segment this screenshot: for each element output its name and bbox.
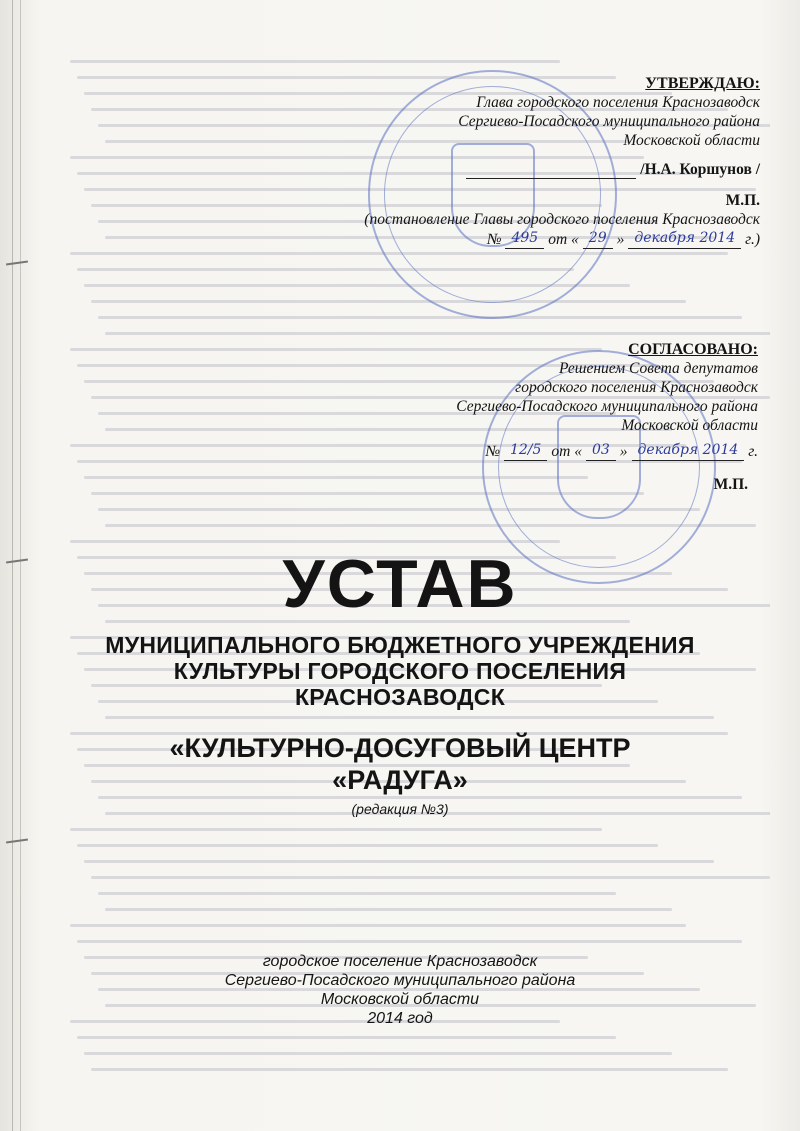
agreement-line: Решением Совета депутатов bbox=[558, 360, 758, 377]
approval-block bbox=[360, 74, 760, 249]
show-through-line bbox=[105, 908, 672, 911]
show-through-line bbox=[70, 924, 686, 927]
approval-line: Глава городского поселения Краснозаводск bbox=[476, 94, 760, 111]
agreement-heading: СОГЛАСОВАНО: bbox=[628, 341, 758, 358]
signature-row bbox=[360, 160, 760, 179]
approval-heading: УТВЕРЖДАЮ: bbox=[645, 75, 760, 92]
decree-reference: (постановление Главы городского поселения Краснозаводск bbox=[364, 211, 760, 228]
show-through-line bbox=[98, 316, 742, 319]
date-prefix: от « bbox=[551, 443, 582, 460]
show-through-line bbox=[70, 828, 602, 831]
number-prefix: № bbox=[486, 231, 502, 248]
decree-number-line bbox=[360, 229, 760, 249]
signatory-name: /Н.А. Коршунов / bbox=[640, 161, 760, 178]
agreement-line: Сергиево-Посадского муниципального района bbox=[456, 398, 758, 415]
decree-day: 29 bbox=[583, 229, 613, 249]
agreement-block bbox=[378, 340, 758, 494]
edition-note: (редакция №3) bbox=[351, 801, 449, 817]
organization-line: КУЛЬТУРЫ ГОРОДСКОГО ПОСЕЛЕНИЯ bbox=[173, 658, 627, 684]
footer-place-date bbox=[0, 952, 800, 1028]
signature-line bbox=[466, 160, 636, 179]
binding-stitch bbox=[6, 260, 28, 265]
organization-line: МУНИЦИПАЛЬНОГО БЮДЖЕТНОГО УЧРЕЖДЕНИЯ bbox=[105, 632, 695, 658]
show-through-line bbox=[91, 1068, 728, 1071]
footer-line: городское поселение Краснозаводск bbox=[262, 953, 538, 970]
footer-line: Сергиево-Посадского муниципального района bbox=[224, 972, 576, 989]
stamp-place: М.П. bbox=[725, 192, 760, 209]
show-through-line bbox=[70, 540, 560, 543]
show-through-line bbox=[77, 940, 742, 943]
show-through-line bbox=[77, 844, 658, 847]
footer-line: 2014 год bbox=[367, 1010, 433, 1027]
approval-line: Сергиево-Посадского муниципального района bbox=[458, 113, 760, 130]
agreement-line: городского поселения Краснозаводск bbox=[515, 379, 758, 396]
show-through-line bbox=[105, 716, 714, 719]
organization-line: КРАСНОЗАВОДСК bbox=[294, 684, 506, 710]
document-title: УСТАВ bbox=[282, 546, 518, 622]
number-prefix: № bbox=[485, 443, 500, 460]
date-mid: » bbox=[619, 443, 628, 460]
show-through-line bbox=[105, 332, 770, 335]
decision-month: декабря 2014 bbox=[632, 441, 745, 461]
footer-line: Московской области bbox=[320, 991, 480, 1008]
date-suffix: г.) bbox=[745, 231, 760, 248]
date-suffix: г. bbox=[748, 443, 758, 460]
decree-number: 495 bbox=[505, 229, 544, 249]
agreement-line: Московской области bbox=[621, 417, 758, 434]
show-through-line bbox=[77, 1036, 616, 1039]
decision-day: 03 bbox=[586, 441, 616, 461]
decree-month: декабря 2014 bbox=[628, 229, 741, 249]
center-name-line: «КУЛЬТУРНО-ДОСУГОВЫЙ ЦЕНТР bbox=[169, 733, 631, 763]
binding-stitch bbox=[6, 838, 28, 843]
organization-name bbox=[0, 632, 800, 710]
show-through-line bbox=[70, 60, 560, 63]
show-through-line bbox=[98, 892, 616, 895]
approval-line: Московской области bbox=[623, 132, 760, 149]
decision-number: 12/5 bbox=[504, 441, 547, 461]
show-through-line bbox=[91, 876, 770, 879]
show-through-line bbox=[84, 1052, 672, 1055]
date-mid: » bbox=[616, 231, 625, 248]
show-through-line bbox=[91, 300, 686, 303]
decision-number-line bbox=[378, 441, 758, 461]
center-name bbox=[0, 732, 800, 796]
show-through-line bbox=[84, 860, 714, 863]
center-name-line: «РАДУГА» bbox=[332, 765, 468, 795]
show-through-line bbox=[98, 796, 742, 799]
date-prefix: от « bbox=[548, 231, 579, 248]
stamp-place: М.П. bbox=[713, 476, 748, 493]
